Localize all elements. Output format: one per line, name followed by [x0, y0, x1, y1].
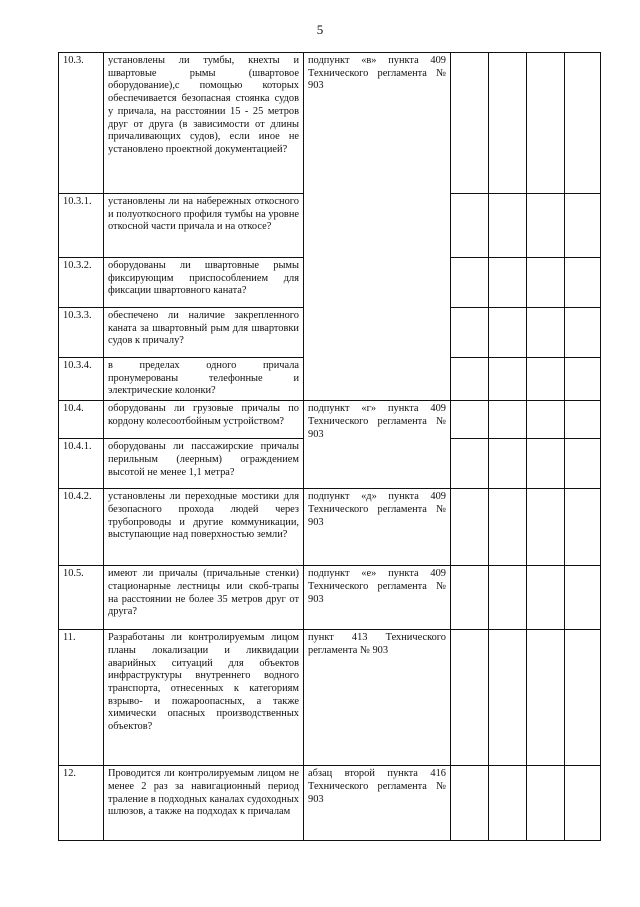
row-reference: подпункт «в» пункта 409 Технического регламента № 903 [304, 53, 451, 401]
answer-cell-na [527, 630, 565, 766]
answer-cell-na [527, 401, 565, 439]
answer-cell-yes [451, 439, 489, 489]
answer-cell-no [489, 401, 527, 439]
answer-cell-yes [451, 766, 489, 841]
answer-cell-note [565, 53, 601, 194]
row-question: Разработаны ли контролируемым лицом планы локализации и ликвидации аварийных ситуаций для объектов инфраструктуры внутреннего водного транспорта, отнесенных к категориям взрыво- и пожароопасных, а также химически опасных производственных объектов? [104, 630, 304, 766]
row-number: 10.4.1. [59, 439, 104, 489]
row-number: 10.5. [59, 566, 104, 630]
answer-cell-no [489, 194, 527, 258]
row-question: оборудованы ли швартовные рымы фиксирующим приспособлением для фиксации швартовного каната? [104, 258, 304, 308]
answer-cell-note [565, 358, 601, 401]
row-question: установлены ли на набережных откосного и полуоткосного профиля тумбы на уровне откосной части причала и на откосе? [104, 194, 304, 258]
row-number: 11. [59, 630, 104, 766]
answer-cell-na [527, 194, 565, 258]
row-number: 12. [59, 766, 104, 841]
row-number: 10.4.2. [59, 489, 104, 566]
answer-cell-yes [451, 308, 489, 358]
answer-cell-note [565, 439, 601, 489]
answer-cell-no [489, 630, 527, 766]
answer-cell-note [565, 308, 601, 358]
answer-cell-yes [451, 401, 489, 439]
answer-cell-yes [451, 358, 489, 401]
row-question: установлены ли переходные мостики для безопасного прохода людей через трубопроводы и другие коммуникации, выступающие над поверхностью земли? [104, 489, 304, 566]
answer-cell-yes [451, 630, 489, 766]
row-question: Проводится ли контролируемым лицом не менее 2 раз за навигационный период траление в подходных каналах судоходных шлюзов, а также на подходах к причалам [104, 766, 304, 841]
answer-cell-na [527, 489, 565, 566]
answer-cell-no [489, 358, 527, 401]
table-row [59, 630, 601, 766]
row-question: оборудованы ли пассажирские причалы перильным (леерным) ограждением высотой не менее 1,1 метра? [104, 439, 304, 489]
checklist-table [58, 52, 601, 841]
answer-cell-na [527, 358, 565, 401]
row-number: 10.3. [59, 53, 104, 194]
answer-cell-no [489, 489, 527, 566]
table-row [59, 566, 601, 630]
answer-cell-note [565, 630, 601, 766]
row-number: 10.3.1. [59, 194, 104, 258]
answer-cell-na [527, 53, 565, 194]
answer-cell-yes [451, 194, 489, 258]
table-row [59, 401, 601, 439]
row-question: оборудованы ли грузовые причалы по кордону колесоотбойным устройством? [104, 401, 304, 439]
answer-cell-note [565, 566, 601, 630]
answer-cell-yes [451, 53, 489, 194]
answer-cell-yes [451, 258, 489, 308]
table-row [59, 489, 601, 566]
row-number: 10.3.2. [59, 258, 104, 308]
row-reference: пункт 413 Технического регламента № 903 [304, 630, 451, 766]
answer-cell-no [489, 53, 527, 194]
answer-cell-no [489, 308, 527, 358]
answer-cell-na [527, 766, 565, 841]
row-reference: подпункт «е» пункта 409 Технического регламента № 903 [304, 566, 451, 630]
row-question: обеспечено ли наличие закрепленного каната за швартовный рым для швартовки судов к причалу? [104, 308, 304, 358]
answer-cell-na [527, 258, 565, 308]
page-number: 5 [316, 22, 324, 37]
answer-cell-yes [451, 566, 489, 630]
answer-cell-yes [451, 489, 489, 566]
answer-cell-no [489, 566, 527, 630]
answer-cell-note [565, 489, 601, 566]
row-reference: подпункт «г» пункта 409 Технического регламента № 903 [304, 401, 451, 489]
answer-cell-na [527, 439, 565, 489]
table-row [59, 766, 601, 841]
row-number: 10.3.3. [59, 308, 104, 358]
answer-cell-no [489, 766, 527, 841]
answer-cell-na [527, 308, 565, 358]
row-question: имеют ли причалы (причальные стенки) стационарные лестницы или скоб-трапы на расстоянии не более 35 метров друг от друга? [104, 566, 304, 630]
answer-cell-note [565, 258, 601, 308]
table-row [59, 53, 601, 194]
answer-cell-na [527, 566, 565, 630]
answer-cell-no [489, 439, 527, 489]
row-reference: абзац второй пункта 416 Технического регламента № 903 [304, 766, 451, 841]
row-number: 10.4. [59, 401, 104, 439]
answer-cell-note [565, 766, 601, 841]
answer-cell-no [489, 258, 527, 308]
row-reference: подпункт «д» пункта 409 Технического регламента № 903 [304, 489, 451, 566]
row-question: установлены ли тумбы, кнехты и швартовые рымы (швартовое оборудование),с помощью которых обеспечивается безопасная стоянка судов у причала, на расстоянии 15 - 25 метров друг от друга (в зависимости от длины причаливающих судов), если иное не установлено проектной документацией? [104, 53, 304, 194]
answer-cell-note [565, 194, 601, 258]
row-question: в пределах одного причала пронумерованы телефонные и электрические колонки? [104, 358, 304, 401]
row-number: 10.3.4. [59, 358, 104, 401]
answer-cell-note [565, 401, 601, 439]
